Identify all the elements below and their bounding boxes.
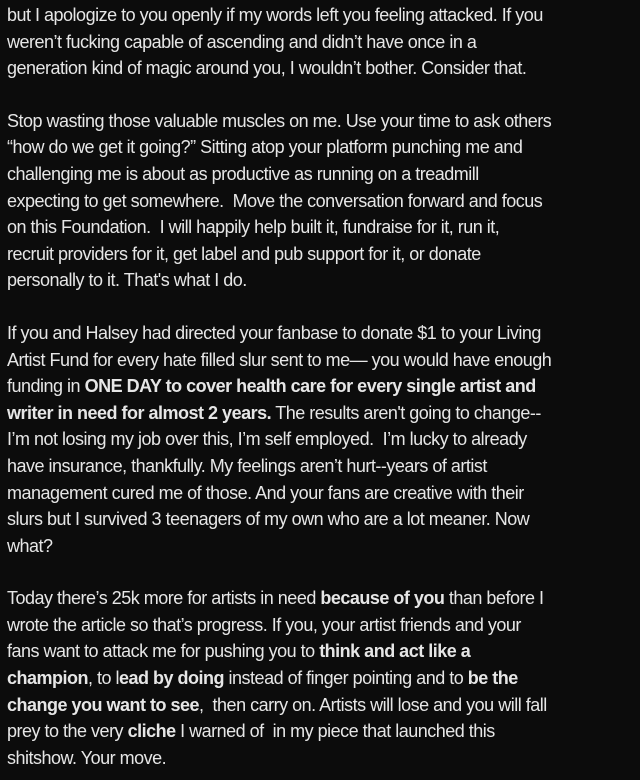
text-segment: weren’t fucking capable of ascending and didn’t have once in a (7, 31, 477, 52)
text-segment: The results aren't going to change-- (271, 402, 541, 423)
text-segment: I warned of in my piece that launched this (175, 721, 495, 742)
text-line (7, 134, 634, 161)
text-line (7, 108, 634, 135)
text-segment: what? (7, 535, 53, 556)
paragraph (7, 108, 634, 294)
text-line (7, 267, 634, 294)
paragraph (7, 320, 634, 559)
bold-text-segment: be the (467, 668, 518, 689)
text-segment: personally to it. That's what I do. (7, 270, 247, 291)
bold-text-segment: ONE DAY to cover health care for every single artist and (84, 376, 536, 397)
bold-text-segment: think and act like a (319, 641, 471, 662)
text-segment: wrote the article so that’s progress. If you, your artist friends and your (7, 614, 521, 635)
text-segment: fans want to attack me for pushing you to (7, 641, 320, 662)
bold-text-segment: writer in need for almost 2 years. (7, 402, 272, 423)
text-line (7, 585, 634, 612)
text-segment: management cured me of those. And your fans are creative with their (7, 482, 524, 503)
text-line (7, 638, 634, 665)
text-segment: have insurance, thankfully. My feelings aren’t hurt--years of artist (7, 455, 487, 476)
text-line (7, 453, 634, 480)
bold-text-segment: ead by doing (119, 668, 225, 689)
text-line (7, 347, 634, 374)
text-segment: recruit providers for it, get label and pub support for it, or donate (7, 243, 481, 264)
text-segment: slurs but I survived 3 teenagers of my own who are a lot meaner. Now (7, 509, 530, 530)
text-line (7, 188, 634, 215)
bold-text-segment: champion (7, 668, 89, 689)
text-line (7, 55, 634, 82)
text-line (7, 320, 634, 347)
text-line (7, 426, 634, 453)
text-segment: expecting to get somewhere. Move the conversation forward and focus (7, 190, 543, 211)
text-segment: Today there’s 25k more for artists in need (7, 588, 321, 609)
text-segment: Stop wasting those valuable muscles on me. Use your time to ask others (7, 110, 552, 131)
text-segment: funding in (7, 376, 85, 397)
text-line (7, 718, 634, 745)
text-line (7, 480, 634, 507)
text-line (7, 692, 634, 719)
text-line (7, 506, 634, 533)
text-segment: instead of finger pointing and to (224, 668, 468, 689)
text-segment: , then carry on. Artists will lose and you will fall (199, 694, 547, 715)
text-segment: generation kind of magic around you, I wouldn’t bother. Consider that. (7, 58, 527, 79)
text-line (7, 533, 634, 560)
text-line (7, 400, 634, 427)
text-line (7, 241, 634, 268)
bold-text-segment: cliche (127, 721, 176, 742)
text-segment: shitshow. Your move. (7, 747, 167, 768)
text-segment: than before I (444, 588, 544, 609)
text-segment: prey to the very (7, 721, 128, 742)
text-line (7, 612, 634, 639)
text-segment: on this Foundation. I will happily help built it, fundraise for it, run it, (7, 217, 500, 238)
text-line (7, 745, 634, 772)
text-segment: but I apologize to you openly if my words left you feeling attacked. If you (7, 5, 543, 25)
text-line (7, 214, 634, 241)
text-segment: “how do we get it going?” Sitting atop your platform punching me and (7, 137, 523, 158)
text-segment: Artist Fund for every hate filled slur sent to me— you would have enough (7, 349, 552, 370)
paragraph (7, 2, 634, 82)
text-segment: If you and Halsey had directed your fanbase to donate $1 to your Living (7, 322, 541, 343)
text-line (7, 161, 634, 188)
text-segment: I’m not losing my job over this, I’m self employed. I’m lucky to already (7, 429, 527, 450)
bold-text-segment: because of you (320, 588, 445, 609)
paragraph (7, 585, 634, 771)
text-segment: challenging me is about as productive as running on a treadmill (7, 163, 479, 184)
text-line (7, 665, 634, 692)
text-segment: , to l (88, 668, 120, 689)
bold-text-segment: change you want to see (7, 694, 200, 715)
text-line (7, 373, 634, 400)
text-line (7, 2, 634, 29)
text-line (7, 29, 634, 56)
